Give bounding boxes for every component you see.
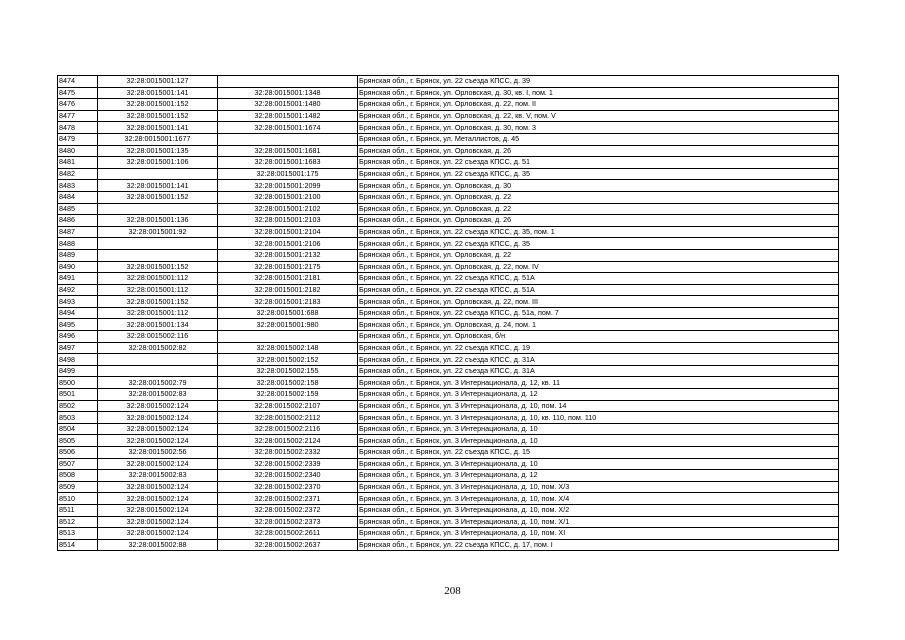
- row-number-cell: 8483: [58, 180, 98, 192]
- row-number-cell: 8496: [58, 331, 98, 343]
- object-cadastral-number-cell: 32:28:0015002:2372: [218, 504, 358, 516]
- object-cadastral-number-cell: 32:28:0015002:152: [218, 354, 358, 366]
- row-number-cell: 8513: [58, 528, 98, 540]
- address-cell: Брянская обл., г. Брянск, ул. 3 Интернационала, д. 10: [358, 435, 839, 447]
- object-cadastral-number-cell: [218, 76, 358, 88]
- land-cadastral-number-cell: 32:28:0015001:152: [98, 110, 218, 122]
- land-cadastral-number-cell: 32:28:0015002:124: [98, 400, 218, 412]
- table-row: [58, 180, 839, 192]
- row-number-cell: 8514: [58, 539, 98, 551]
- row-number-cell: 8474: [58, 76, 98, 88]
- row-number-cell: 8510: [58, 493, 98, 505]
- land-cadastral-number-cell: 32:28:0015001:152: [98, 261, 218, 273]
- row-number-cell: 8475: [58, 87, 98, 99]
- object-cadastral-number-cell: 32:28:0015001:1674: [218, 122, 358, 134]
- address-cell: Брянская обл., г. Брянск, ул. 3 Интернационала, д. 10, пом. 14: [358, 400, 839, 412]
- land-cadastral-number-cell: [98, 238, 218, 250]
- address-cell: Брянская обл., г. Брянск, ул. 3 Интернационала, д. 10: [358, 423, 839, 435]
- address-cell: Брянская обл., г. Брянск, ул. 22 съезда КПСС, д. 31А: [358, 365, 839, 377]
- table-row: [58, 110, 839, 122]
- table-row: [58, 76, 839, 88]
- land-cadastral-number-cell: 32:28:0015002:124: [98, 504, 218, 516]
- address-cell: Брянская обл., г. Брянск, ул. Орловская, д. 26: [358, 145, 839, 157]
- land-cadastral-number-cell: 32:28:0015002:124: [98, 516, 218, 528]
- object-cadastral-number-cell: 32:28:0015002:2124: [218, 435, 358, 447]
- address-cell: Брянская обл., г. Брянск, ул. 3 Интернационала, д. 12: [358, 389, 839, 401]
- address-cell: Брянская обл., г. Брянск, ул. 3 Интернационала, д. 10, пом. Х/4: [358, 493, 839, 505]
- table-row: [58, 377, 839, 389]
- object-cadastral-number-cell: 32:28:0015001:2106: [218, 238, 358, 250]
- land-cadastral-number-cell: 32:28:0015002:116: [98, 331, 218, 343]
- row-number-cell: 8489: [58, 249, 98, 261]
- row-number-cell: 8495: [58, 319, 98, 331]
- address-cell: Брянская обл., г. Брянск, ул. 22 съезда КПСС, д. 19: [358, 342, 839, 354]
- table-row: [58, 145, 839, 157]
- object-cadastral-number-cell: 32:28:0015002:148: [218, 342, 358, 354]
- table-row: [58, 423, 839, 435]
- address-cell: Брянская обл., г. Брянск, ул. 22 съезда КПСС, д. 17, пом. I: [358, 539, 839, 551]
- table-row: [58, 447, 839, 459]
- land-cadastral-number-cell: [98, 168, 218, 180]
- address-cell: Брянская обл., г. Брянск, ул. Орловская, д. 22, пом. III: [358, 296, 839, 308]
- land-cadastral-number-cell: 32:28:0015002:124: [98, 493, 218, 505]
- object-cadastral-number-cell: 32:28:0015002:2373: [218, 516, 358, 528]
- row-number-cell: 8479: [58, 133, 98, 145]
- table-row: [58, 99, 839, 111]
- address-cell: Брянская обл., г. Брянск, ул. 22 съезда КПСС, д. 51А: [358, 284, 839, 296]
- table-row: [58, 296, 839, 308]
- land-cadastral-number-cell: [98, 249, 218, 261]
- row-number-cell: 8491: [58, 273, 98, 285]
- table-row: [58, 238, 839, 250]
- row-number-cell: 8485: [58, 203, 98, 215]
- object-cadastral-number-cell: 32:28:0015001:1348: [218, 87, 358, 99]
- table-row: [58, 516, 839, 528]
- table-row: [58, 226, 839, 238]
- object-cadastral-number-cell: 32:28:0015001:2181: [218, 273, 358, 285]
- address-cell: Брянская обл., г. Брянск, ул. 22 съезда КПСС, д. 35: [358, 168, 839, 180]
- table-row: [58, 365, 839, 377]
- land-cadastral-number-cell: 32:28:0015001:152: [98, 99, 218, 111]
- object-cadastral-number-cell: 32:28:0015001:2103: [218, 215, 358, 227]
- address-cell: Брянская обл., г. Брянск, ул. Орловская, д. 22: [358, 191, 839, 203]
- row-number-cell: 8503: [58, 412, 98, 424]
- row-number-cell: 8504: [58, 423, 98, 435]
- table-row: [58, 203, 839, 215]
- address-cell: Брянская обл., г. Брянск, ул. 22 съезда КПСС, д. 35: [358, 238, 839, 250]
- table-row: [58, 122, 839, 134]
- address-cell: Брянская обл., г. Брянск, ул. Металлистов, д. 45: [358, 133, 839, 145]
- address-cell: Брянская обл., г. Брянск, ул. 3 Интернационала, д. 10: [358, 458, 839, 470]
- address-cell: Брянская обл., г. Брянск, ул. 3 Интернационала, д. 10, пом. XI: [358, 528, 839, 540]
- row-number-cell: 8476: [58, 99, 98, 111]
- address-cell: Брянская обл., г. Брянск, ул. Орловская, д. 22: [358, 203, 839, 215]
- land-cadastral-number-cell: 32:28:0015001:112: [98, 284, 218, 296]
- table-row: [58, 354, 839, 366]
- address-cell: Брянская обл., г. Брянск, ул. Орловская, д. 30, кв. I, пом. 1: [358, 87, 839, 99]
- object-cadastral-number-cell: [218, 331, 358, 343]
- land-cadastral-number-cell: 32:28:0015001:141: [98, 180, 218, 192]
- land-cadastral-number-cell: 32:28:0015002:124: [98, 481, 218, 493]
- property-register-table: [57, 75, 839, 551]
- land-cadastral-number-cell: 32:28:0015002:56: [98, 447, 218, 459]
- land-cadastral-number-cell: 32:28:0015002:83: [98, 389, 218, 401]
- object-cadastral-number-cell: 32:28:0015001:2104: [218, 226, 358, 238]
- object-cadastral-number-cell: 32:28:0015002:2107: [218, 400, 358, 412]
- row-number-cell: 8484: [58, 191, 98, 203]
- address-cell: Брянская обл., г. Брянск, ул. 3 Интернационала, д. 10, пом. Х/1: [358, 516, 839, 528]
- land-cadastral-number-cell: 32:28:0015001:92: [98, 226, 218, 238]
- land-cadastral-number-cell: 32:28:0015002:124: [98, 412, 218, 424]
- row-number-cell: 8501: [58, 389, 98, 401]
- table-row: [58, 389, 839, 401]
- table-row: [58, 331, 839, 343]
- object-cadastral-number-cell: 32:28:0015001:2102: [218, 203, 358, 215]
- object-cadastral-number-cell: 32:28:0015001:2183: [218, 296, 358, 308]
- table-row: [58, 133, 839, 145]
- object-cadastral-number-cell: 32:28:0015001:1683: [218, 157, 358, 169]
- object-cadastral-number-cell: 32:28:0015001:2132: [218, 249, 358, 261]
- address-cell: Брянская обл., г. Брянск, ул. 3 Интернационала, д. 10, кв. 110, пом. 110: [358, 412, 839, 424]
- row-number-cell: 8493: [58, 296, 98, 308]
- table-row: [58, 215, 839, 227]
- land-cadastral-number-cell: 32:28:0015001:1677: [98, 133, 218, 145]
- land-cadastral-number-cell: 32:28:0015002:124: [98, 435, 218, 447]
- address-cell: Брянская обл., г. Брянск, ул. 22 съезда КПСС, д. 51а, пом. 7: [358, 307, 839, 319]
- address-cell: Брянская обл., г. Брянск, ул. 3 Интернационала, д. 12, кв. 11: [358, 377, 839, 389]
- object-cadastral-number-cell: 32:28:0015002:155: [218, 365, 358, 377]
- row-number-cell: 8500: [58, 377, 98, 389]
- row-number-cell: 8511: [58, 504, 98, 516]
- land-cadastral-number-cell: 32:28:0015002:124: [98, 458, 218, 470]
- table-row: [58, 342, 839, 354]
- address-cell: Брянская обл., г. Брянск, ул. Орловская, д. 22: [358, 249, 839, 261]
- object-cadastral-number-cell: 32:28:0015001:980: [218, 319, 358, 331]
- object-cadastral-number-cell: 32:28:0015002:2332: [218, 447, 358, 459]
- row-number-cell: 8505: [58, 435, 98, 447]
- row-number-cell: 8490: [58, 261, 98, 273]
- table-row: [58, 400, 839, 412]
- row-number-cell: 8508: [58, 470, 98, 482]
- land-cadastral-number-cell: 32:28:0015001:112: [98, 307, 218, 319]
- row-number-cell: 8506: [58, 447, 98, 459]
- address-cell: Брянская обл., г. Брянск, ул. 22 съезда КПСС, д. 31А: [358, 354, 839, 366]
- land-cadastral-number-cell: [98, 203, 218, 215]
- address-cell: Брянская обл., г. Брянск, ул. 3 Интернационала, д. 10, пом. Х/2: [358, 504, 839, 516]
- land-cadastral-number-cell: [98, 365, 218, 377]
- row-number-cell: 8481: [58, 157, 98, 169]
- row-number-cell: 8507: [58, 458, 98, 470]
- address-cell: Брянская обл., г. Брянск, ул. 22 съезда КПСС, д. 51А: [358, 273, 839, 285]
- page-number: 208: [444, 585, 461, 597]
- row-number-cell: 8494: [58, 307, 98, 319]
- object-cadastral-number-cell: 32:28:0015002:2340: [218, 470, 358, 482]
- land-cadastral-number-cell: 32:28:0015001:127: [98, 76, 218, 88]
- table-row: [58, 273, 839, 285]
- row-number-cell: 8488: [58, 238, 98, 250]
- table-row: [58, 493, 839, 505]
- address-cell: Брянская обл., г. Брянск, ул. 22 съезда КПСС, д. 35, пом. 1: [358, 226, 839, 238]
- address-cell: Брянская обл., г. Брянск, ул. Орловская, б/н: [358, 331, 839, 343]
- object-cadastral-number-cell: 32:28:0015001:1480: [218, 99, 358, 111]
- row-number-cell: 8486: [58, 215, 98, 227]
- land-cadastral-number-cell: 32:28:0015001:134: [98, 319, 218, 331]
- table-row: [58, 528, 839, 540]
- table-row: [58, 157, 839, 169]
- object-cadastral-number-cell: 32:28:0015002:2339: [218, 458, 358, 470]
- object-cadastral-number-cell: 32:28:0015001:2175: [218, 261, 358, 273]
- address-cell: Брянская обл., г. Брянск, ул. 22 съезда КПСС, д. 15: [358, 447, 839, 459]
- address-cell: Брянская обл., г. Брянск, ул. Орловская, д. 30, пом. 3: [358, 122, 839, 134]
- row-number-cell: 8512: [58, 516, 98, 528]
- table-row: [58, 307, 839, 319]
- land-cadastral-number-cell: 32:28:0015002:79: [98, 377, 218, 389]
- land-cadastral-number-cell: 32:28:0015001:141: [98, 122, 218, 134]
- land-cadastral-number-cell: 32:28:0015001:152: [98, 191, 218, 203]
- land-cadastral-number-cell: 32:28:0015002:83: [98, 470, 218, 482]
- table-row: [58, 284, 839, 296]
- table-row: [58, 539, 839, 551]
- table-row: [58, 458, 839, 470]
- address-cell: Брянская обл., г. Брянск, ул. 22 съезда КПСС, д. 39: [358, 76, 839, 88]
- object-cadastral-number-cell: 32:28:0015001:1681: [218, 145, 358, 157]
- object-cadastral-number-cell: 32:28:0015001:175: [218, 168, 358, 180]
- object-cadastral-number-cell: 32:28:0015002:159: [218, 389, 358, 401]
- land-cadastral-number-cell: 32:28:0015002:88: [98, 539, 218, 551]
- object-cadastral-number-cell: 32:28:0015002:2611: [218, 528, 358, 540]
- table-row: [58, 504, 839, 516]
- object-cadastral-number-cell: 32:28:0015001:2099: [218, 180, 358, 192]
- address-cell: Брянская обл., г. Брянск, ул. 22 съезда КПСС, д. 51: [358, 157, 839, 169]
- land-cadastral-number-cell: 32:28:0015001:135: [98, 145, 218, 157]
- address-cell: Брянская обл., г. Брянск, ул. Орловская, д. 26: [358, 215, 839, 227]
- row-number-cell: 8499: [58, 365, 98, 377]
- land-cadastral-number-cell: 32:28:0015001:152: [98, 296, 218, 308]
- land-cadastral-number-cell: [98, 354, 218, 366]
- object-cadastral-number-cell: 32:28:0015002:2371: [218, 493, 358, 505]
- register-body: [58, 76, 839, 551]
- land-cadastral-number-cell: 32:28:0015001:112: [98, 273, 218, 285]
- table-row: [58, 481, 839, 493]
- row-number-cell: 8492: [58, 284, 98, 296]
- address-cell: Брянская обл., г. Брянск, ул. 3 Интернационала, д. 12: [358, 470, 839, 482]
- object-cadastral-number-cell: 32:28:0015002:2112: [218, 412, 358, 424]
- object-cadastral-number-cell: 32:28:0015001:2100: [218, 191, 358, 203]
- table-row: [58, 249, 839, 261]
- object-cadastral-number-cell: 32:28:0015001:2182: [218, 284, 358, 296]
- object-cadastral-number-cell: [218, 133, 358, 145]
- address-cell: Брянская обл., г. Брянск, ул. Орловская, д. 24, пом. 1: [358, 319, 839, 331]
- row-number-cell: 8482: [58, 168, 98, 180]
- land-cadastral-number-cell: 32:28:0015002:82: [98, 342, 218, 354]
- table-row: [58, 470, 839, 482]
- row-number-cell: 8478: [58, 122, 98, 134]
- land-cadastral-number-cell: 32:28:0015002:124: [98, 423, 218, 435]
- table-row: [58, 435, 839, 447]
- object-cadastral-number-cell: 32:28:0015002:158: [218, 377, 358, 389]
- object-cadastral-number-cell: 32:28:0015001:688: [218, 307, 358, 319]
- object-cadastral-number-cell: 32:28:0015002:2116: [218, 423, 358, 435]
- row-number-cell: 8498: [58, 354, 98, 366]
- address-cell: Брянская обл., г. Брянск, ул. Орловская, д. 22, кв. V, пом. V: [358, 110, 839, 122]
- table-row: [58, 412, 839, 424]
- row-number-cell: 8509: [58, 481, 98, 493]
- table-row: [58, 319, 839, 331]
- object-cadastral-number-cell: 32:28:0015002:2370: [218, 481, 358, 493]
- object-cadastral-number-cell: 32:28:0015002:2637: [218, 539, 358, 551]
- row-number-cell: 8487: [58, 226, 98, 238]
- row-number-cell: 8477: [58, 110, 98, 122]
- table-row: [58, 168, 839, 180]
- table-row: [58, 87, 839, 99]
- land-cadastral-number-cell: 32:28:0015001:136: [98, 215, 218, 227]
- object-cadastral-number-cell: 32:28:0015001:1482: [218, 110, 358, 122]
- row-number-cell: 8502: [58, 400, 98, 412]
- land-cadastral-number-cell: 32:28:0015001:106: [98, 157, 218, 169]
- land-cadastral-number-cell: 32:28:0015001:141: [98, 87, 218, 99]
- address-cell: Брянская обл., г. Брянск, ул. Орловская, д. 30: [358, 180, 839, 192]
- table-row: [58, 261, 839, 273]
- land-cadastral-number-cell: 32:28:0015002:124: [98, 528, 218, 540]
- row-number-cell: 8497: [58, 342, 98, 354]
- address-cell: Брянская обл., г. Брянск, ул. Орловская, д. 22, пом. IV: [358, 261, 839, 273]
- address-cell: Брянская обл., г. Брянск, ул. 3 Интернационала, д. 10, пом. Х/3: [358, 481, 839, 493]
- address-cell: Брянская обл., г. Брянск, ул. Орловская, д. 22, пом. II: [358, 99, 839, 111]
- table-row: [58, 191, 839, 203]
- row-number-cell: 8480: [58, 145, 98, 157]
